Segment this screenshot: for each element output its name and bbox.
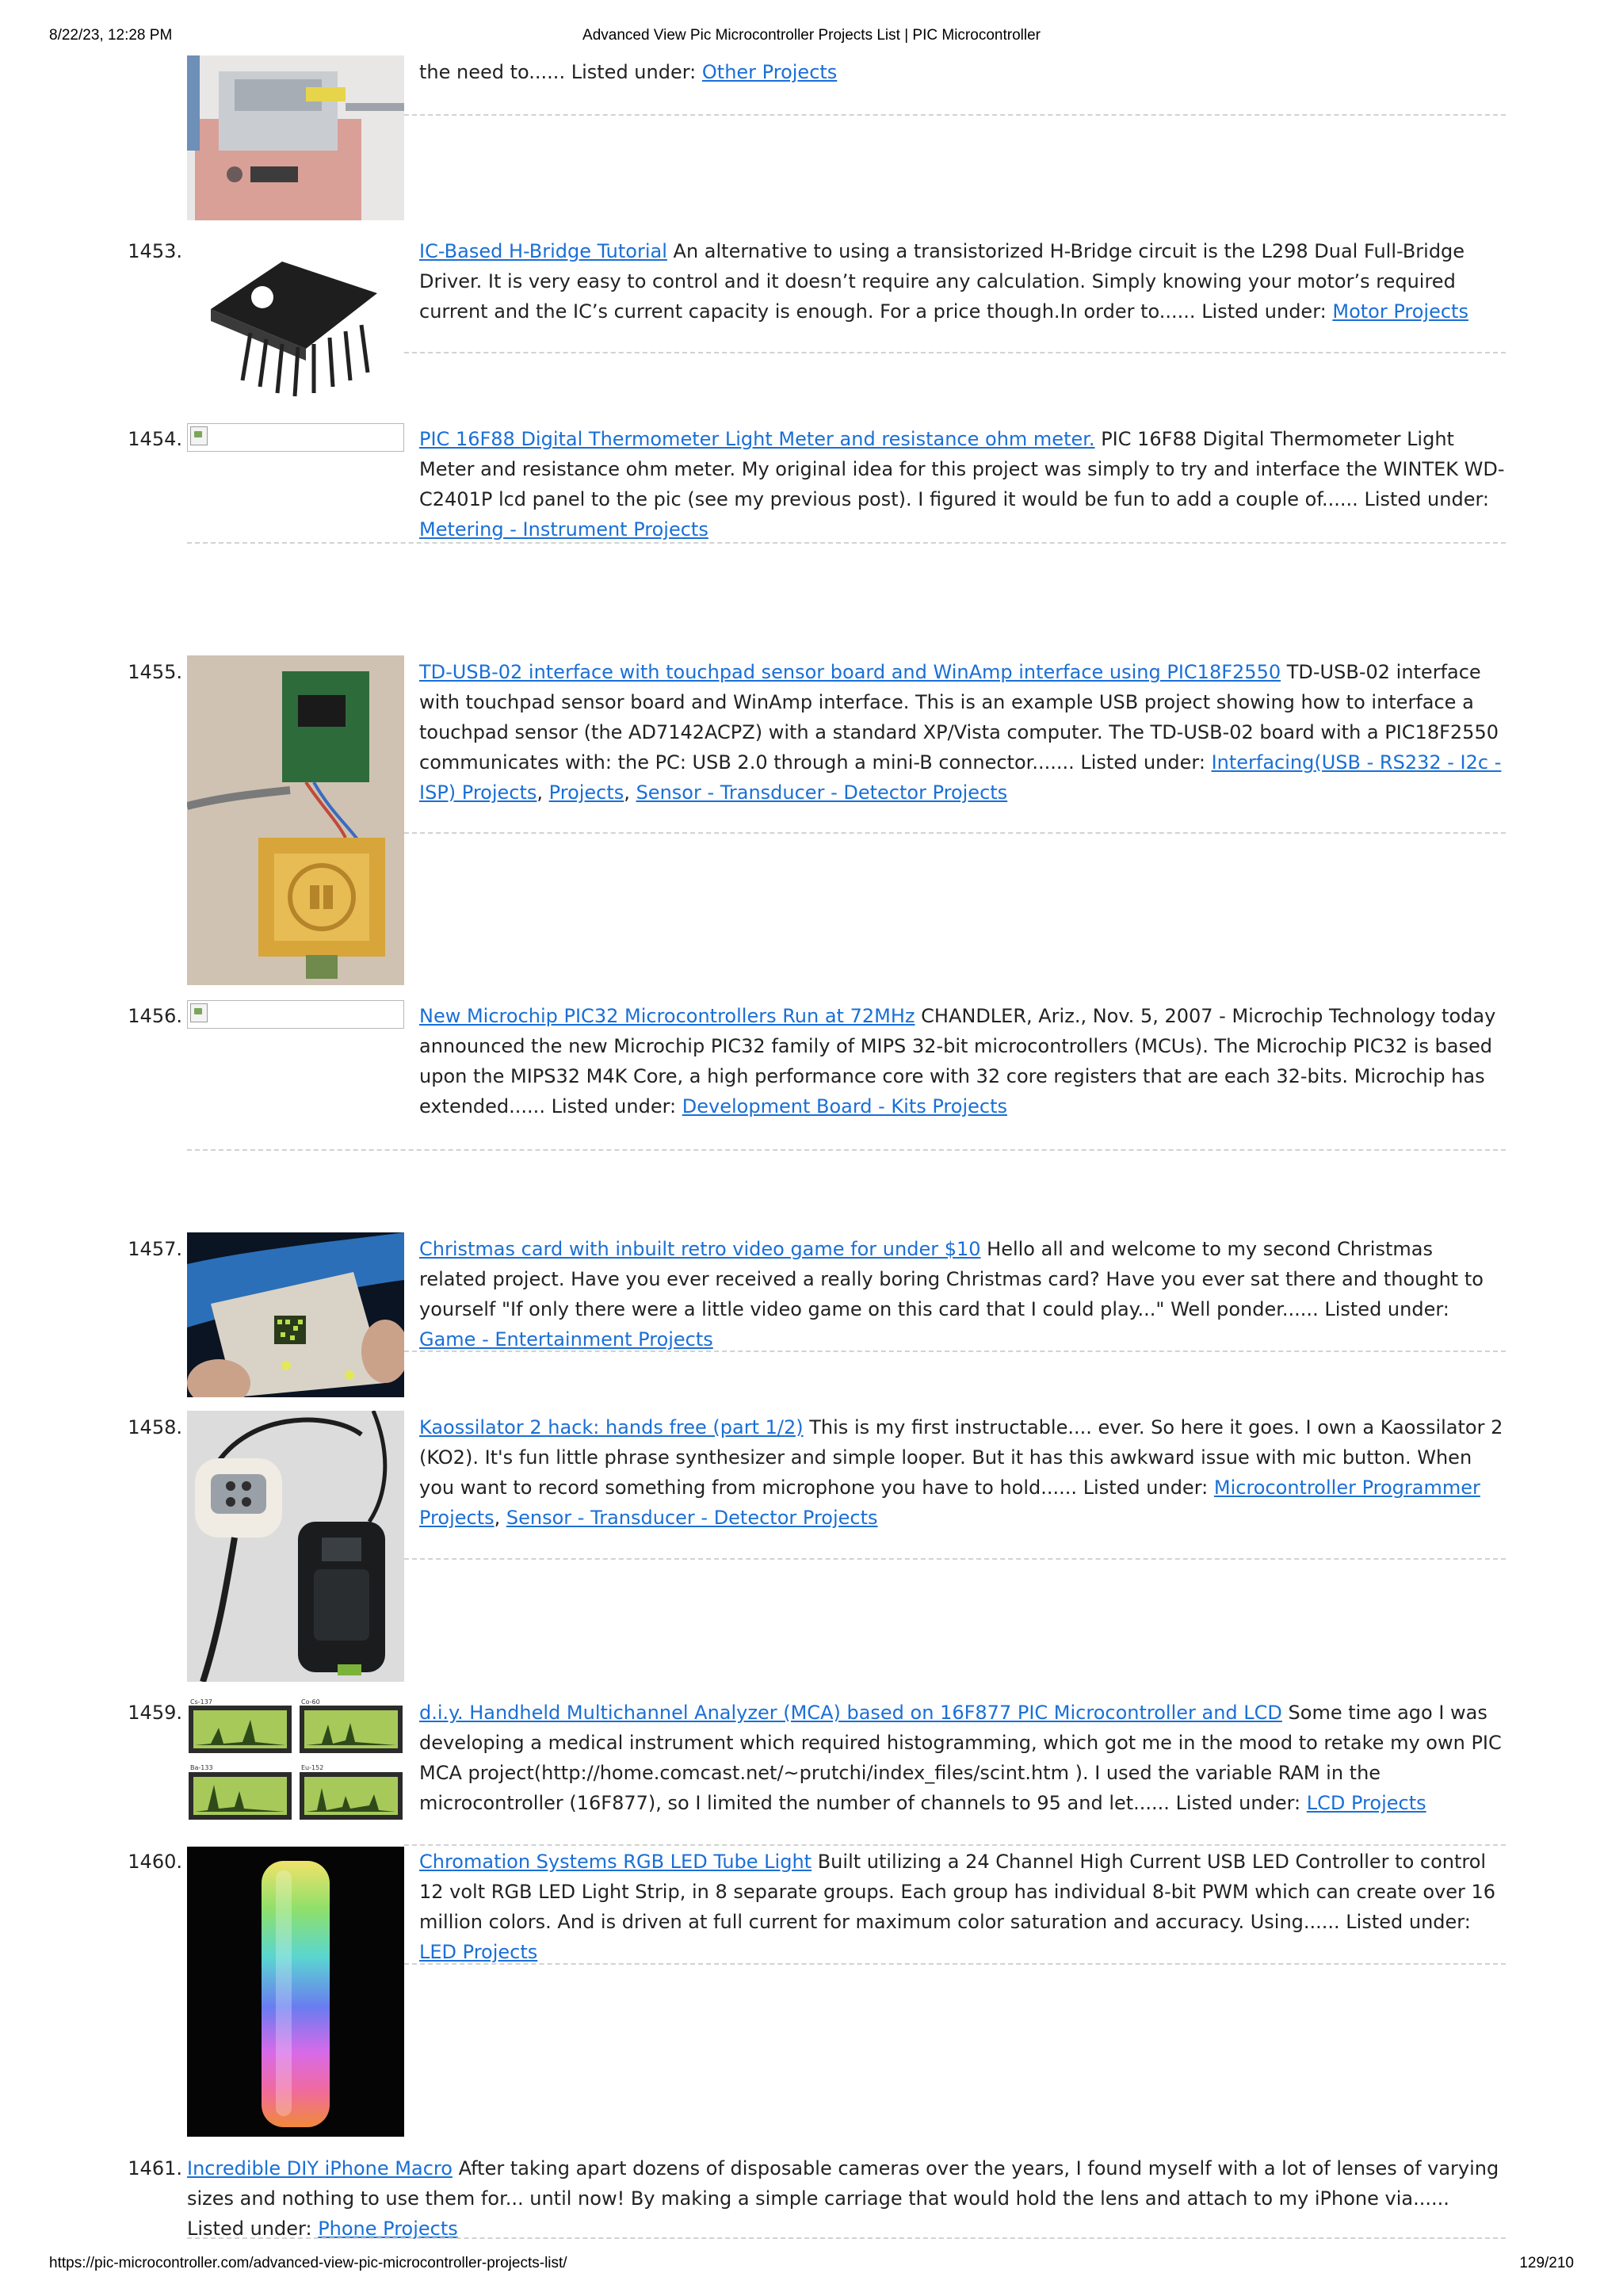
category-link[interactable]: Motor Projects (1332, 300, 1468, 323)
item-divider (404, 114, 1506, 116)
project-thumbnail[interactable] (187, 1000, 404, 1029)
lcd-label: Co-60 (301, 1698, 320, 1706)
item-divider (404, 832, 1506, 834)
item-description: Hello all and welcome to my second Christmas related project. Have you ever received a really boring Christmas card? Have you ever sat there and thought to yourself "If only there were a little video game on this card that I could play..." Well ponder...... (419, 1238, 1484, 1320)
print-page-number: 129/210 (1519, 2255, 1574, 2271)
project-thumbnail[interactable] (187, 55, 404, 220)
item-title-link[interactable]: Kaossilator 2 hack: hands free (part 1/2) (419, 1416, 804, 1438)
item-number: 1456. (128, 1005, 182, 1027)
item-description: Built utilizing a 24 Channel High Current USB LED Controller to control 12 volt RGB LED Light Strip, in 8 separate groups. Each group has individual 8-bit PWM which can create over 16 million colors. And is driven at full current for maximum color saturation and accuracy. Using...... (419, 1851, 1496, 1933)
item-divider (187, 542, 1506, 544)
category-link[interactable]: Projects (548, 781, 624, 804)
print-datetime: 8/22/23, 12:28 PM (49, 27, 173, 44)
lcd-label: Eu-152 (301, 1764, 324, 1771)
item-title-link[interactable]: Chromation Systems RGB LED Tube Light (419, 1851, 812, 1873)
category-link[interactable]: Sensor - Transducer - Detector Projects (506, 1507, 878, 1529)
item-title-link[interactable]: TD-USB-02 interface with touchpad sensor board and WinAmp interface using PIC18F2550 (419, 661, 1281, 683)
project-thumbnail[interactable] (187, 1696, 404, 1824)
category-link[interactable]: LCD Projects (1306, 1792, 1426, 1814)
category-link[interactable]: LED Projects (419, 1941, 538, 1963)
item-number: 1454. (128, 428, 182, 450)
listed-under-label: Listed under: (1175, 1792, 1301, 1814)
print-url: https://pic-microcontroller.com/advanced-view-pic-microcontroller-projects-list/ (49, 2255, 567, 2271)
category-link[interactable]: Sensor - Transducer - Detector Projects (636, 781, 1008, 804)
item-description: After taking apart dozens of disposable cameras over the years, I found myself with a lot of lenses of varying sizes and nothing to use them for... until now! By making a simple carriage that would hold the lens and attach to my iPhone via...... (187, 2157, 1499, 2210)
item-description: PIC 16F88 Digital Thermometer Light Meter and resistance ohm meter. My original idea for this project was simply to try and interface the WINTEK WD-C2401P lcd panel to the pic (see my previous post). I figured it would be fun to add a couple of...... (419, 428, 1505, 510)
listed-under-label: Listed under: (551, 1095, 677, 1117)
project-thumbnail[interactable] (187, 1847, 404, 2137)
listed-under-label: Listed under: (571, 61, 697, 83)
listed-under-label: Listed under: (1324, 1298, 1449, 1320)
item-number: 1459. (128, 1702, 182, 1724)
category-link[interactable]: Development Board - Kits Projects (682, 1095, 1007, 1117)
item-description: This is my first instructable.... ever. So here it goes. I own a Kaossilator 2 (KO2). It's fun little phrase synthesizer and simple looper. But it has this awkward issue with mic button. When you want to record something from microphone you have to hold...... (419, 1416, 1503, 1499)
item-divider (404, 352, 1506, 353)
item-description: the need to...... (419, 61, 566, 83)
item-number: 1460. (128, 1851, 182, 1873)
item-title-link[interactable]: PIC 16F88 Digital Thermometer Light Meter and resistance ohm meter. (419, 428, 1095, 450)
item-number: 1461. (128, 2157, 182, 2179)
category-link[interactable]: Phone Projects (318, 2218, 458, 2240)
item-title-link[interactable]: d.i.y. Handheld Multichannel Analyzer (MCA) based on 16F877 PIC Microcontroller and LCD (419, 1702, 1282, 1724)
item-description: CHANDLER, Ariz., Nov. 5, 2007 - Microchip Technology today announced the new Microchip PIC32 family of MIPS 32-bit microcontrollers (MCUs). The Microchip PIC32 is based upon the MIPS32 M4K Core, a high performance core with 32 core registers that are each 32-bits. Microchip has extended...... (419, 1005, 1496, 1117)
category-link[interactable]: Metering - Instrument Projects (419, 518, 708, 541)
listed-under-label: Listed under: (1201, 300, 1327, 323)
category-link[interactable]: Interfacing(USB - RS232 - I2c -ISP) Projects (419, 751, 1502, 804)
project-thumbnail[interactable] (187, 246, 404, 404)
item-number: 1455. (128, 661, 182, 683)
listed-under-label: Listed under: (1083, 1477, 1209, 1499)
lcd-label: Ba-133 (190, 1764, 213, 1771)
category-link[interactable]: Game - Entertainment Projects (419, 1328, 713, 1350)
broken-image-icon (190, 426, 208, 445)
category-link[interactable]: Microcontroller Programmer Projects (419, 1477, 1480, 1529)
item-title-link[interactable]: Christmas card with inbuilt retro video game for under $10 (419, 1238, 981, 1260)
item-divider (187, 1149, 1506, 1151)
item-number: 1458. (128, 1416, 182, 1438)
item-divider (404, 1963, 1506, 1965)
item-number: 1457. (128, 1238, 182, 1260)
project-thumbnail[interactable] (187, 655, 404, 985)
item-divider (404, 1350, 1506, 1352)
item-number: 1453. (128, 240, 182, 262)
item-description: Some time ago I was developing a medical instrument which required histogramming, which got me in the mood to retake my own PIC MCA project(http://home.comcast.net/~prutchi/index_files/scint.htm ). I used the variable RAM in the microcontroller (16F877), so I limited the number of channels to 95 and let...... (419, 1702, 1502, 1814)
project-thumbnail[interactable] (187, 1411, 404, 1682)
listed-under-label: Listed under: (1364, 488, 1489, 510)
project-thumbnail[interactable] (187, 423, 404, 452)
item-description: An alternative to using a transistorized H-Bridge circuit is the L298 Dual Full-Bridge Driver. It is very easy to control and it doesn’t require any calculation. Simply knowing your motor’s required current and the IC’s current capacity is enough. For a price though.In order to...... (419, 240, 1465, 323)
listed-under-label: Listed under: (1346, 1911, 1471, 1933)
print-page-title: Advanced View Pic Microcontroller Projects List | PIC Microcontroller (582, 27, 1041, 44)
broken-image-icon (190, 1003, 208, 1022)
item-divider (404, 1844, 1506, 1846)
project-thumbnail[interactable] (187, 1232, 404, 1397)
item-title-link[interactable]: Incredible DIY iPhone Macro (187, 2157, 453, 2179)
item-divider (187, 2237, 1506, 2239)
item-title-link[interactable]: IC-Based H-Bridge Tutorial (419, 240, 667, 262)
lcd-label: Cs-137 (190, 1698, 212, 1706)
category-link[interactable]: Other Projects (701, 61, 838, 83)
print-header (0, 27, 1623, 48)
item-divider (404, 1558, 1506, 1560)
item-description: TD-USB-02 interface with touchpad sensor board and WinAmp interface. This is an example USB project showing how to interface a touchpad sensor (the AD7142ACPZ) with a standard XP/Vista computer. The TD-USB-02 board with a PIC18F2550 communicates with: the PC: USB 2.0 through a mini-B connector....... (419, 661, 1499, 774)
listed-under-label: Listed under: (187, 2218, 312, 2240)
listed-under-label: Listed under: (1080, 751, 1205, 774)
item-title-link[interactable]: New Microchip PIC32 Microcontrollers Run at 72MHz (419, 1005, 915, 1027)
print-footer (0, 2255, 1623, 2275)
